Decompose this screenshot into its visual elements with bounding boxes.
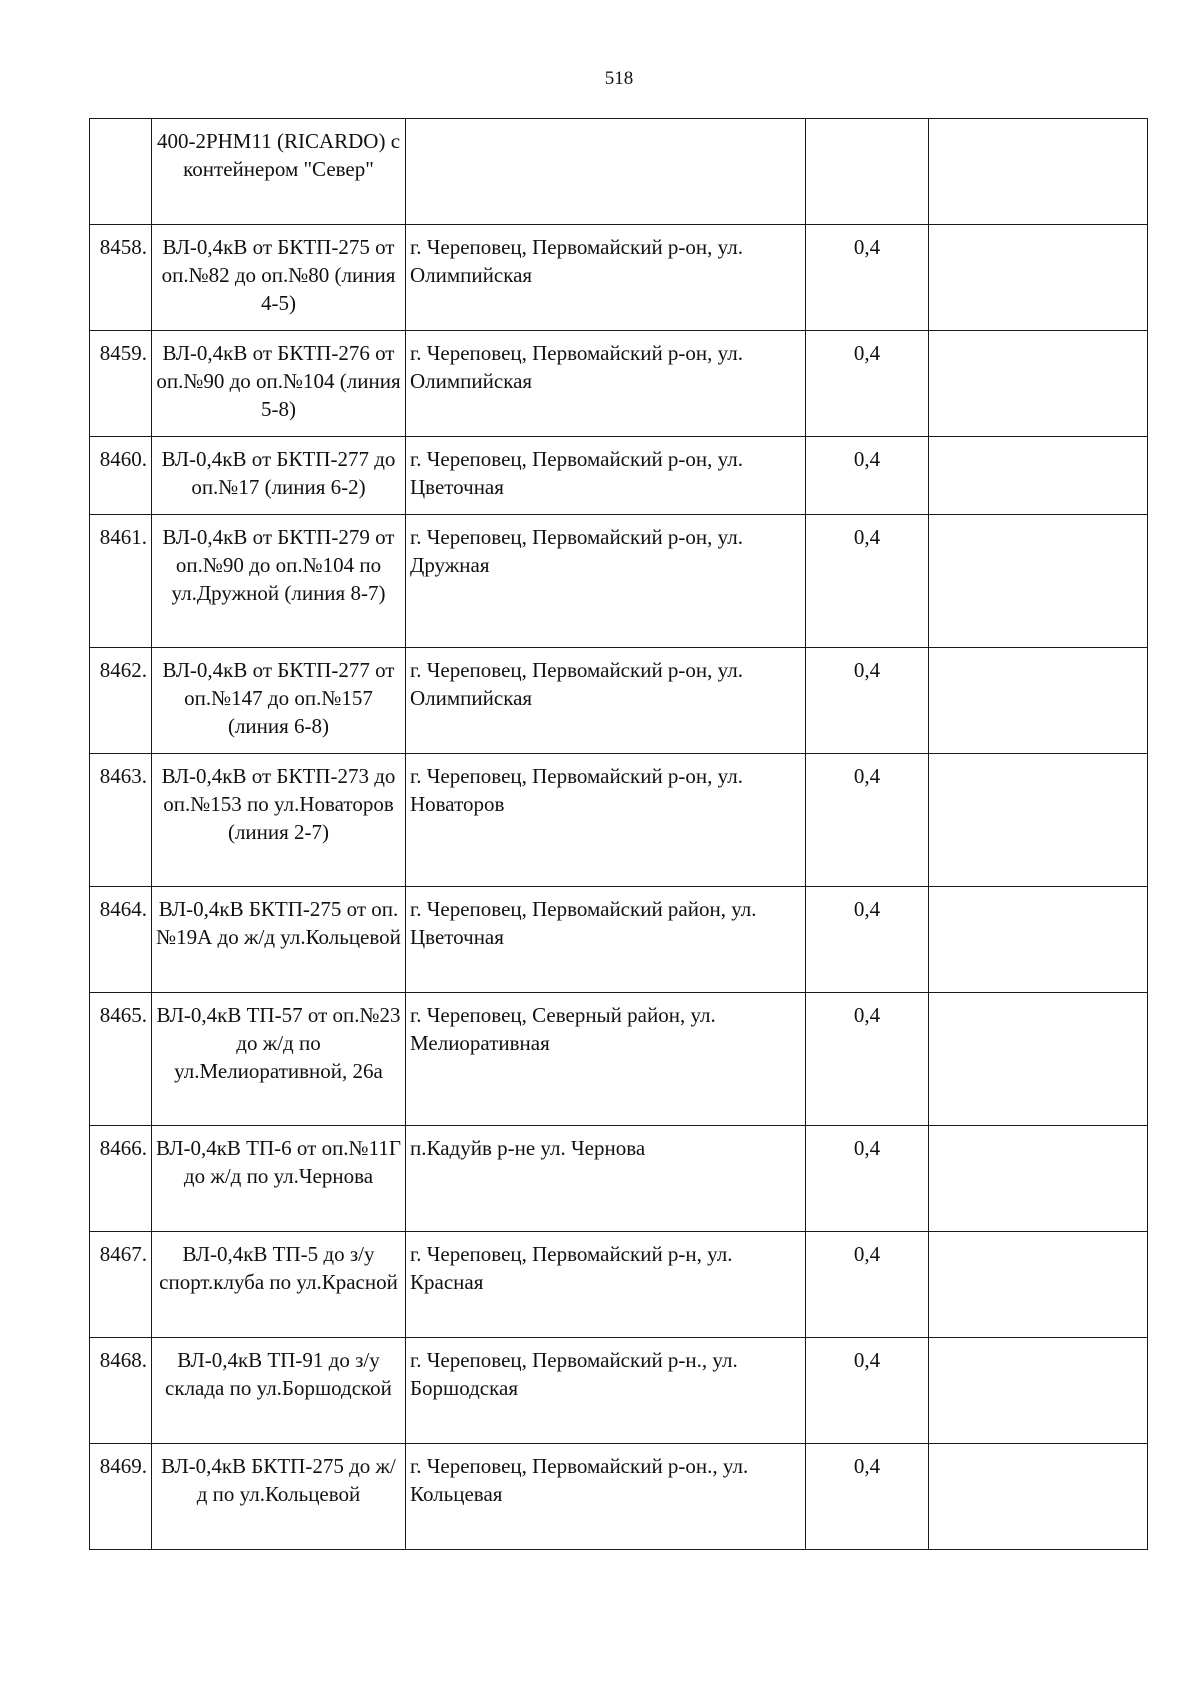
table-row [90,1232,1148,1338]
cell-address: г. Череповец, Первомайский р-н., ул. Боршодская [406,1338,806,1444]
cell-extra [929,1232,1148,1338]
table-row [90,225,1148,331]
cell-number: 8466. [90,1126,152,1232]
cell-object-name: ВЛ-0,4кВ от БКТП-277 от оп.№147 до оп.№157 (линия 6-8) [152,648,406,754]
cell-extra [929,993,1148,1126]
cell-voltage: 0,4 [806,515,929,648]
cell-address: г. Череповец, Первомайский р-он., ул. Кольцевая [406,1444,806,1550]
cell-extra [929,119,1148,225]
cell-voltage: 0,4 [806,648,929,754]
table-row [90,331,1148,437]
table-row [90,1126,1148,1232]
cell-object-name: ВЛ-0,4кВ от БКТП-276 от оп.№90 до оп.№104 (линия 5-8) [152,331,406,437]
cell-number: 8463. [90,754,152,887]
cell-address: п.Кадуйв р-не ул. Чернова [406,1126,806,1232]
cell-voltage: 0,4 [806,331,929,437]
cell-extra [929,225,1148,331]
table-row [90,993,1148,1126]
cell-object-name: ВЛ-0,4кВ ТП-5 до з/у спорт.клуба по ул.Красной [152,1232,406,1338]
cell-address: г. Череповец, Первомайский р-он, ул. Олимпийская [406,225,806,331]
cell-address: г. Череповец, Первомайский район, ул. Цветочная [406,887,806,993]
cell-object-name: ВЛ-0,4кВ от БКТП-279 от оп.№90 до оп.№104 по ул.Дружной (линия 8-7) [152,515,406,648]
cell-number: 8458. [90,225,152,331]
table-row [90,887,1148,993]
cell-number: 8459. [90,331,152,437]
table-row [90,754,1148,887]
cell-object-name: ВЛ-0,4кВ от БКТП-275 от оп.№82 до оп.№80 (линия 4-5) [152,225,406,331]
cell-voltage: 0,4 [806,1232,929,1338]
cell-extra [929,1338,1148,1444]
table-row-continuation [90,119,1148,225]
registry-table [89,118,1148,1550]
cell-extra [929,1126,1148,1232]
cell-object-name: ВЛ-0,4кВ ТП-91 до з/у склада по ул.Боршодской [152,1338,406,1444]
table-row [90,1444,1148,1550]
cell-voltage: 0,4 [806,754,929,887]
cell-extra [929,1444,1148,1550]
cell-extra [929,437,1148,515]
cell-object-name: ВЛ-0,4кВ от БКТП-277 до оп.№17 (линия 6-2) [152,437,406,515]
cell-number: 8469. [90,1444,152,1550]
cell-voltage: 0,4 [806,1338,929,1444]
cell-extra [929,754,1148,887]
cell-address: г. Череповец, Северный район, ул. Мелиоративная [406,993,806,1126]
table-row [90,515,1148,648]
cell-number: 8461. [90,515,152,648]
cell-object-name: ВЛ-0,4кВ ТП-6 от оп.№11Г до ж/д по ул.Чернова [152,1126,406,1232]
table-row [90,437,1148,515]
cell-voltage: 0,4 [806,887,929,993]
cell-address: г. Череповец, Первомайский р-он, ул. Новаторов [406,754,806,887]
cell-extra [929,331,1148,437]
cell-object-name: ВЛ-0,4кВ ТП-57 от оп.№23 до ж/д по ул.Мелиоративной, 26а [152,993,406,1126]
cell-voltage: 0,4 [806,437,929,515]
cell-voltage: 0,4 [806,993,929,1126]
cell-address [406,119,806,225]
cell-object-name: 400-2PHM11 (RICARDO) с контейнером "Север" [152,119,406,225]
cell-object-name: ВЛ-0,4кВ от БКТП-273 до оп.№153 по ул.Новаторов (линия 2-7) [152,754,406,887]
cell-address: г. Череповец, Первомайский р-он, ул. Цветочная [406,437,806,515]
cell-voltage: 0,4 [806,1444,929,1550]
cell-number [90,119,152,225]
cell-address: г. Череповец, Первомайский р-он, ул. Олимпийская [406,331,806,437]
cell-number: 8467. [90,1232,152,1338]
table-row [90,648,1148,754]
cell-extra [929,887,1148,993]
cell-number: 8464. [90,887,152,993]
cell-address: г. Череповец, Первомайский р-он, ул. Дружная [406,515,806,648]
cell-extra [929,515,1148,648]
cell-voltage: 0,4 [806,1126,929,1232]
cell-voltage: 0,4 [806,225,929,331]
cell-number: 8468. [90,1338,152,1444]
cell-number: 8460. [90,437,152,515]
cell-object-name: ВЛ-0,4кВ БКТП-275 до ж/д по ул.Кольцевой [152,1444,406,1550]
cell-voltage [806,119,929,225]
cell-object-name: ВЛ-0,4кВ БКТП-275 от оп.№19А до ж/д ул.Кольцевой [152,887,406,993]
cell-address: г. Череповец, Первомайский р-он, ул. Олимпийская [406,648,806,754]
cell-number: 8462. [90,648,152,754]
cell-address: г. Череповец, Первомайский р-н, ул. Красная [406,1232,806,1338]
cell-number: 8465. [90,993,152,1126]
table-row [90,1338,1148,1444]
cell-extra [929,648,1148,754]
page-number: 518 [604,68,634,89]
registry-table-body [90,119,1148,1550]
